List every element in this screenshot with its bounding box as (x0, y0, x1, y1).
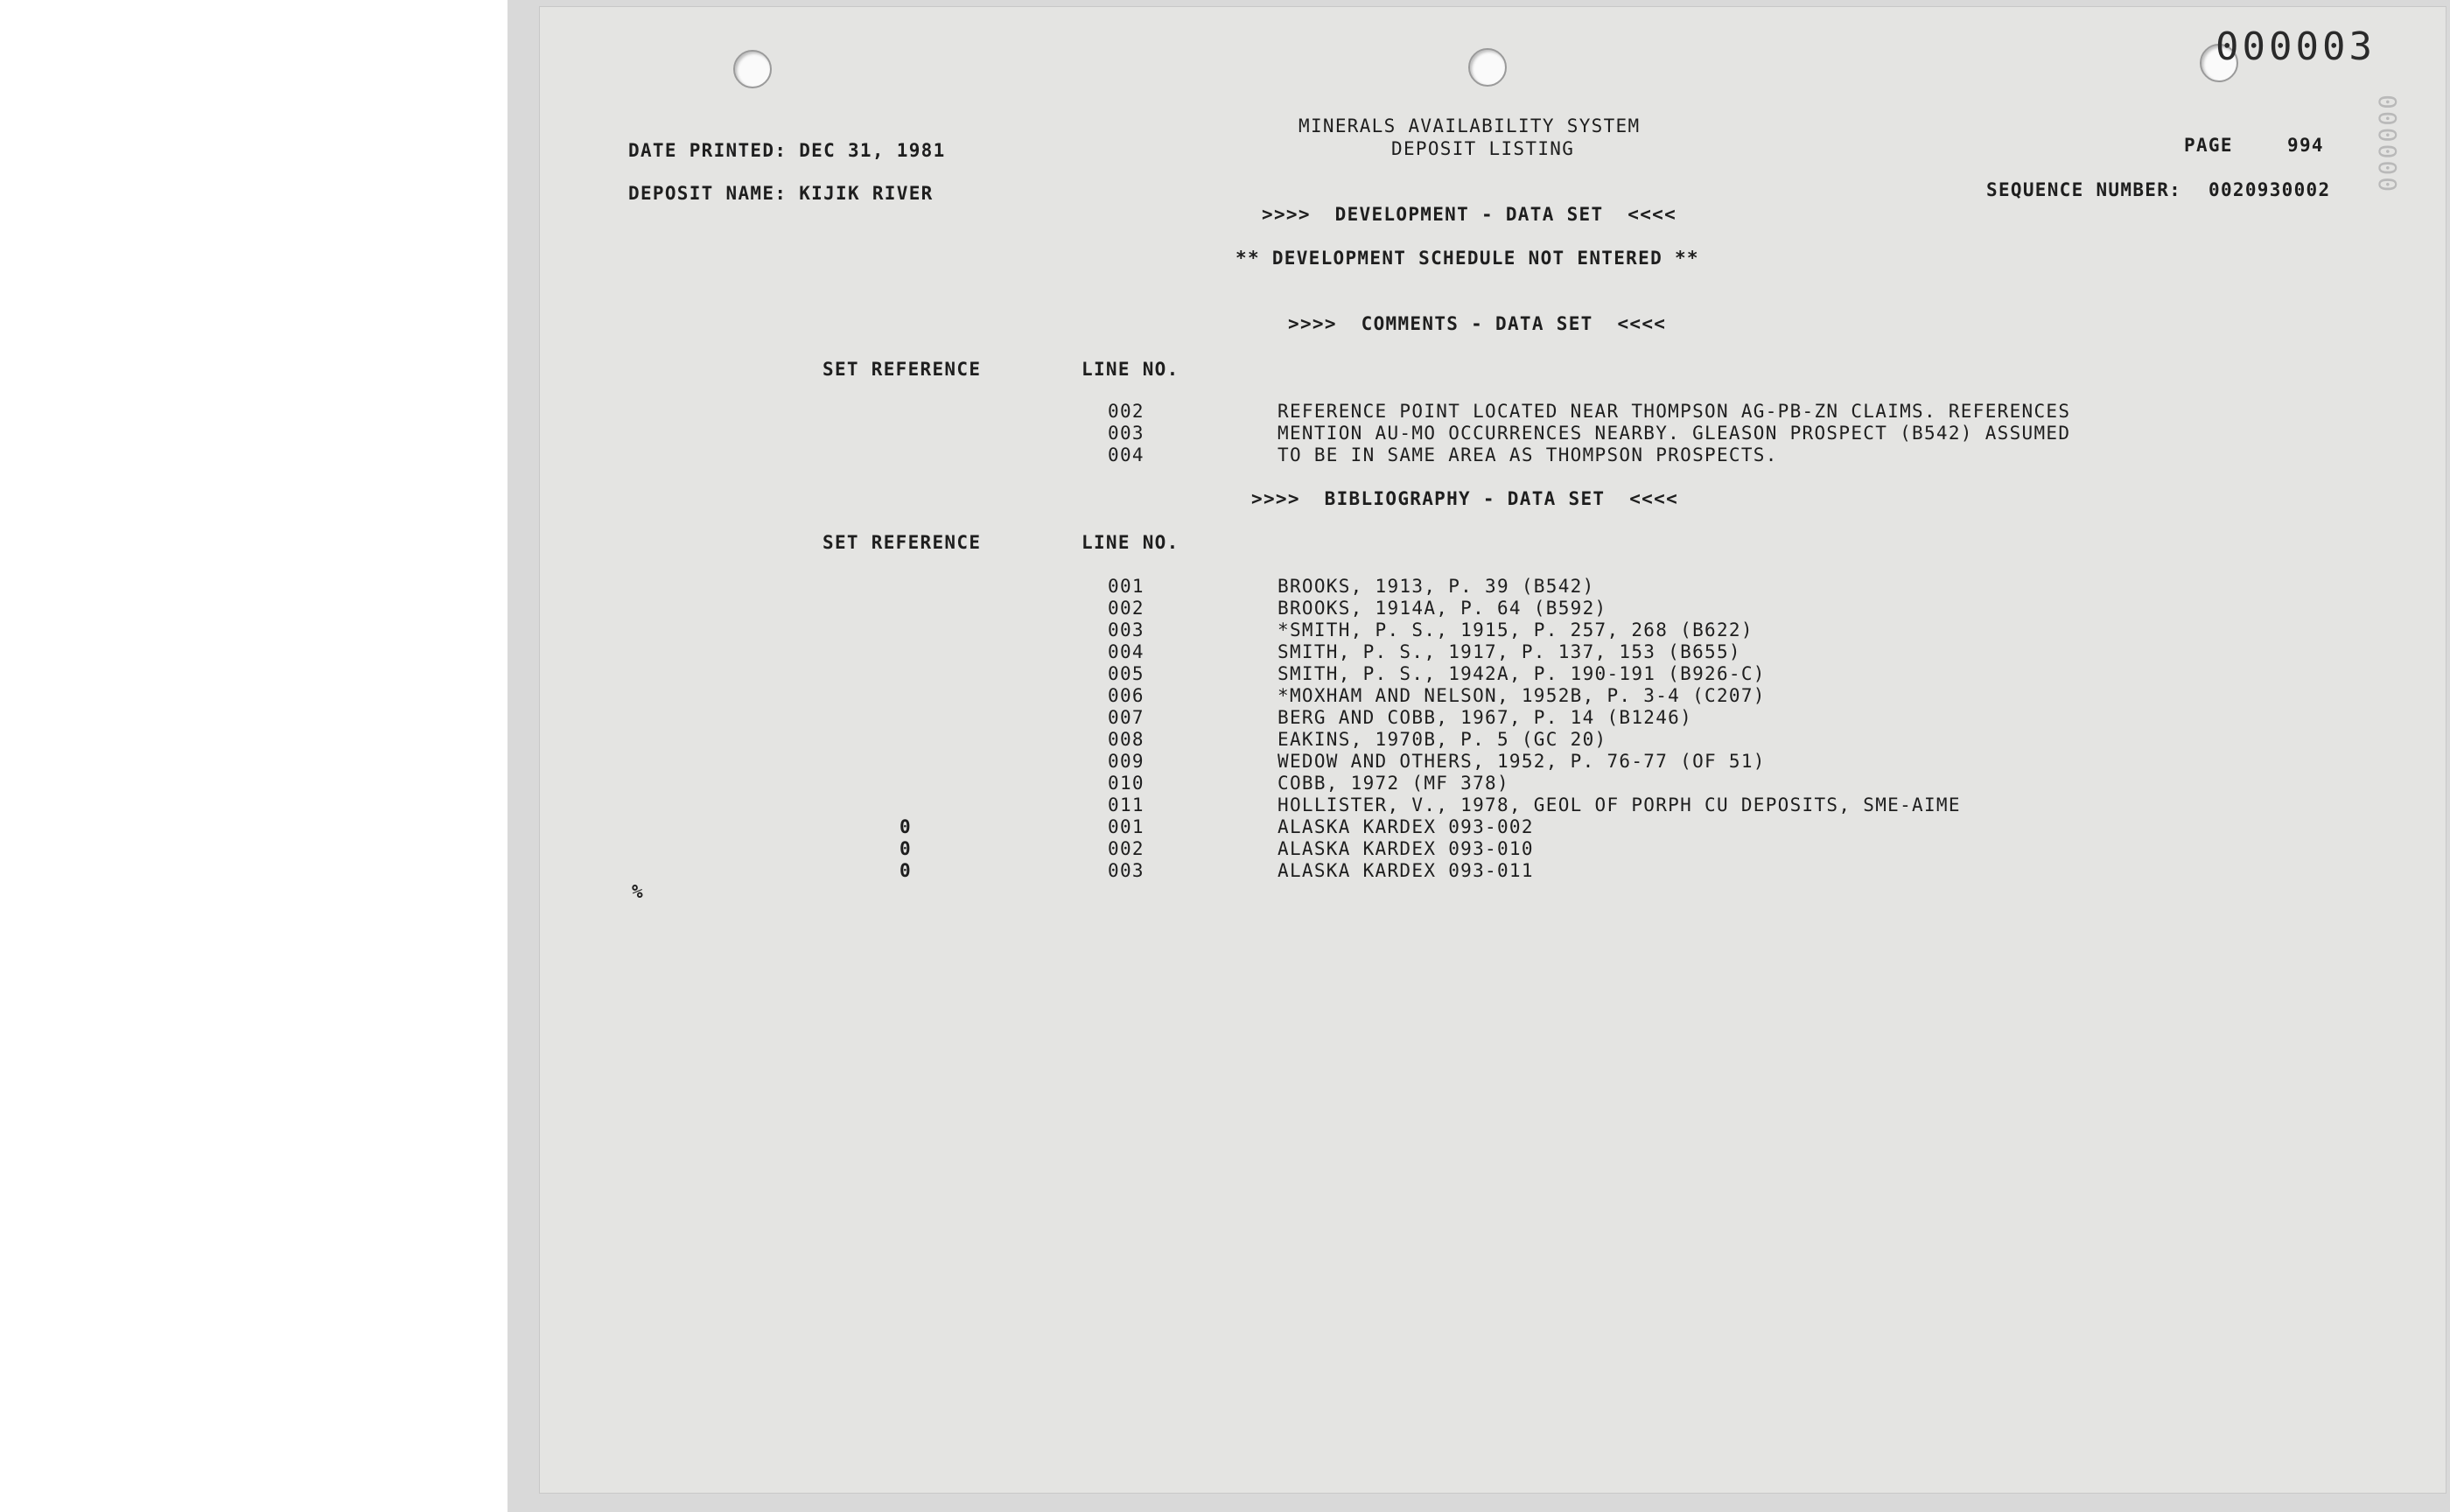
line-number-cell: 002 (1108, 598, 1144, 619)
line-number-cell: 002 (1108, 401, 1144, 422)
line-number-cell: 002 (1108, 838, 1144, 859)
line-number-cell: 011 (1108, 794, 1144, 816)
bibliography-col-set-reference: SET REFERENCE (822, 532, 982, 553)
entry-text-cell: MENTION AU-MO OCCURRENCES NEARBY. GLEASON PROSPECT (B542) ASSUMED (1278, 423, 2071, 444)
table-row (0, 794, 1961, 816)
bibliography-heading: >>>> BIBLIOGRAPHY - DATA SET <<<< (1251, 488, 1679, 509)
table-row (0, 685, 1766, 707)
table-row (0, 773, 1662, 794)
entry-text-cell: *SMITH, P. S., 1915, P. 257, 268 (B622) (1278, 620, 1754, 640)
set-reference-cell: 0 (900, 816, 912, 837)
end-marker: % (632, 881, 644, 902)
entry-text-cell: SMITH, P. S., 1917, P. 137, 153 (B655) (1278, 641, 1741, 662)
line-number-cell: 001 (1108, 816, 1144, 837)
table-row (0, 838, 1662, 860)
development-heading: >>>> DEVELOPMENT - DATA SET <<<< (1262, 204, 1677, 225)
line-number-cell: 010 (1108, 773, 1144, 794)
entry-text-cell: BROOKS, 1913, P. 39 (B542) (1278, 576, 1595, 597)
deposit-name: DEPOSIT NAME: KIJIK RIVER (628, 183, 934, 204)
line-number-cell: 001 (1108, 576, 1144, 597)
entry-text-cell: REFERENCE POINT LOCATED NEAR THOMPSON AG-PB-ZN CLAIMS. REFERENCES (1278, 401, 2071, 422)
entry-text-cell: WEDOW AND OTHERS, 1952, P. 76-77 (OF 51) (1278, 751, 1766, 772)
line-number-cell: 003 (1108, 423, 1144, 444)
line-number-cell: 005 (1108, 663, 1144, 684)
table-row (0, 729, 1662, 751)
line-number-cell: 006 (1108, 685, 1144, 706)
table-row (0, 620, 1754, 641)
line-number-cell: 004 (1108, 444, 1144, 466)
table-row (0, 576, 1662, 598)
table-row (0, 401, 2071, 423)
page-label: PAGE (2184, 135, 2233, 156)
set-reference-cell: 0 (900, 838, 912, 859)
entry-text-cell: COBB, 1972 (MF 378) (1278, 773, 1509, 794)
entry-text-cell: HOLLISTER, V., 1978, GEOL OF PORPH CU DEPOSITS, SME-AIME (1278, 794, 1961, 816)
comments-heading: >>>> COMMENTS - DATA SET <<<< (1288, 313, 1667, 334)
set-reference-cell: 0 (900, 860, 912, 881)
entry-text-cell: BROOKS, 1914A, P. 64 (B592) (1278, 598, 1607, 619)
document-stamp-number: 000003 (2216, 24, 2376, 69)
table-row (0, 444, 1778, 466)
page-number: 994 (2287, 135, 2324, 156)
table-row (0, 598, 1662, 620)
comments-col-set-reference: SET REFERENCE (822, 359, 982, 380)
table-row (0, 860, 1662, 882)
table-row (0, 663, 1766, 685)
line-number-cell: 003 (1108, 620, 1144, 640)
entry-text-cell: *MOXHAM AND NELSON, 1952B, P. 3-4 (C207) (1278, 685, 1766, 706)
system-title: MINERALS AVAILABILITY SYSTEM (1298, 116, 1641, 136)
faint-margin-marks: 000000 (2373, 94, 2402, 194)
table-row (0, 816, 1662, 838)
line-number-cell: 007 (1108, 707, 1144, 728)
line-number-cell: 009 (1108, 751, 1144, 772)
sequence-label: SEQUENCE NUMBER: (1986, 179, 2182, 200)
table-row (0, 707, 1693, 729)
line-number-cell: 003 (1108, 860, 1144, 881)
comments-col-line-no: LINE NO. (1082, 359, 1180, 380)
entry-text-cell: ALASKA KARDEX 093-002 (1278, 816, 1534, 837)
bibliography-col-line-no: LINE NO. (1082, 532, 1180, 553)
entry-text-cell: BERG AND COBB, 1967, P. 14 (B1246) (1278, 707, 1693, 728)
development-note: ** DEVELOPMENT SCHEDULE NOT ENTERED ** (1236, 248, 1699, 269)
date-printed: DATE PRINTED: DEC 31, 1981 (628, 140, 946, 161)
table-row (0, 751, 1766, 773)
table-row (0, 641, 1741, 663)
sequence-number: 0020930002 (2208, 179, 2331, 200)
entry-text-cell: SMITH, P. S., 1942A, P. 190-191 (B926-C) (1278, 663, 1766, 684)
table-row (0, 423, 2071, 444)
entry-text-cell: EAKINS, 1970B, P. 5 (GC 20) (1278, 729, 1607, 750)
listing-title: DEPOSIT LISTING (1391, 138, 1575, 159)
entry-text-cell: TO BE IN SAME AREA AS THOMPSON PROSPECTS. (1278, 444, 1778, 466)
entry-text-cell: ALASKA KARDEX 093-011 (1278, 860, 1534, 881)
line-number-cell: 008 (1108, 729, 1144, 750)
entry-text-cell: ALASKA KARDEX 093-010 (1278, 838, 1534, 859)
line-number-cell: 004 (1108, 641, 1144, 662)
